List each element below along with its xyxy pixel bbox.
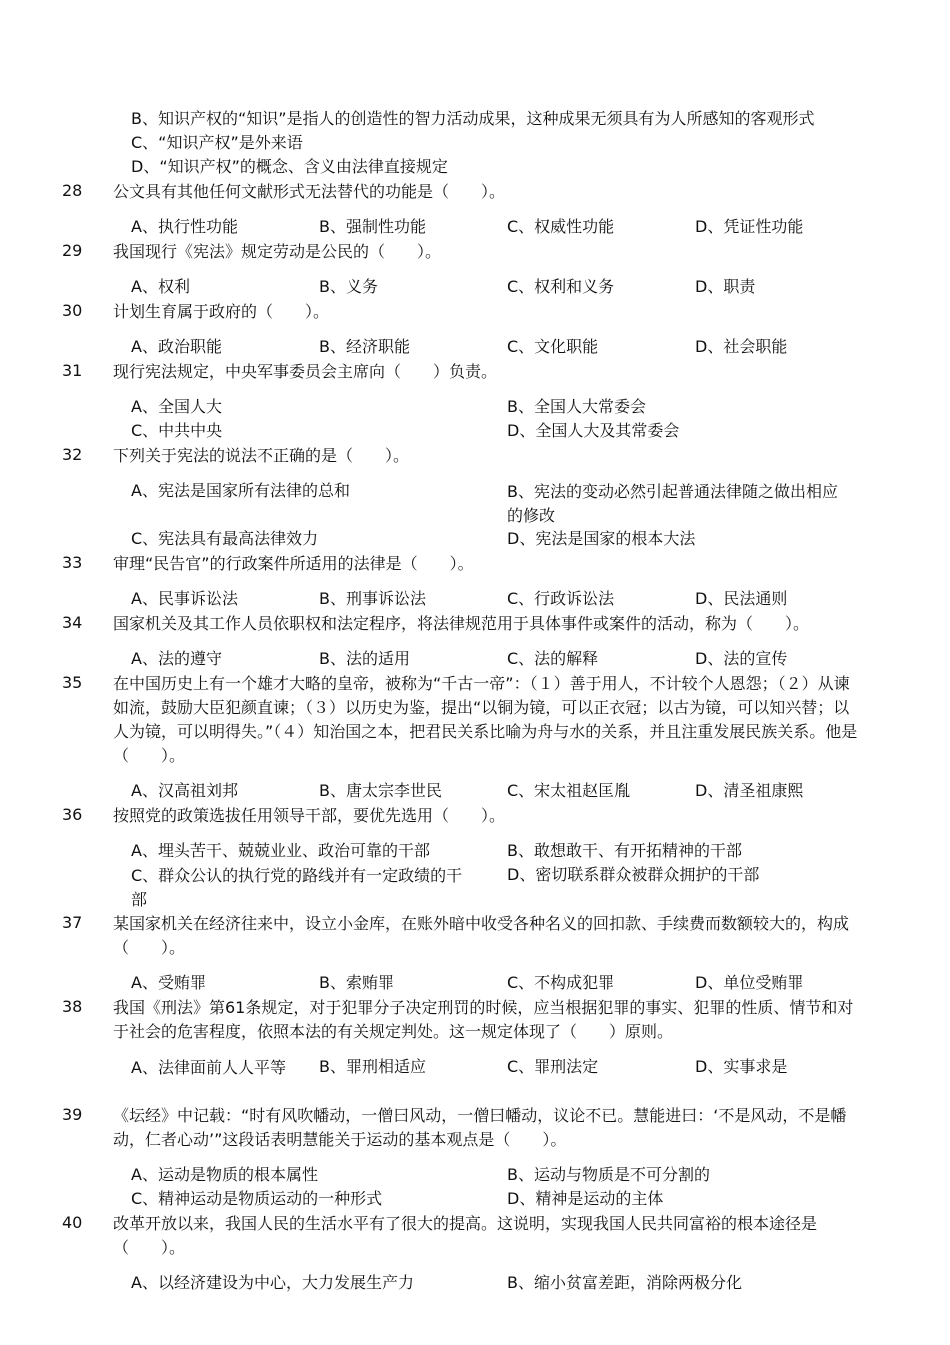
option-d[interactable]: D、密切联系群众被群众拥护的干部 [507, 865, 760, 884]
question-number: 28 [62, 181, 83, 200]
question-text: 我国现行《宪法》规定劳动是公民的（ ）。 [113, 242, 442, 261]
option-b[interactable]: B、强制性功能 [319, 217, 426, 236]
question-number: 35 [62, 673, 83, 692]
question-text: 按照党的政策选拔任用领导干部，要优先选用（ ）。 [113, 806, 506, 825]
option-c[interactable]: C、行政诉讼法 [507, 589, 615, 608]
question-number: 39 [62, 1105, 83, 1124]
question-text: 公文具有其他任何文献形式无法替代的功能是（ ）。 [113, 182, 506, 201]
option-b[interactable]: B、索贿罪 [319, 973, 394, 992]
option-d[interactable]: D、宪法是国家的根本大法 [507, 529, 696, 548]
option-a[interactable]: A、权利 [131, 277, 190, 296]
option-c[interactable]: C、法的解释 [507, 649, 599, 668]
carryover-option-d: D、“知识产权”的概念、含义由法律直接规定 [131, 157, 448, 176]
option-c[interactable]: C、宪法具有最高法律效力 [131, 529, 319, 548]
question-number: 37 [62, 913, 83, 932]
option-b[interactable]: B、全国人大常委会 [507, 397, 646, 416]
option-b[interactable]: B、经济职能 [319, 337, 410, 356]
option-a[interactable]: A、法的遵守 [131, 649, 222, 668]
question-number: 31 [62, 361, 83, 380]
option-a[interactable]: A、以经济建设为中心，大力发展生产力 [131, 1273, 414, 1292]
option-c[interactable]: C、权威性功能 [507, 217, 615, 236]
option-a[interactable]: A、全国人大 [131, 397, 222, 416]
option-a[interactable]: A、政治职能 [131, 337, 222, 356]
option-c[interactable]: C、文化职能 [507, 337, 599, 356]
question-number: 29 [62, 241, 83, 260]
option-d[interactable]: D、凭证性功能 [695, 217, 804, 236]
option-d[interactable]: D、精神是运动的主体 [507, 1189, 664, 1208]
question-number: 38 [62, 997, 83, 1016]
question-text: 国家机关及其工作人员依职权和法定程序，将法律规范用于具体事件或案件的活动，称为（ ）。 [113, 614, 810, 633]
question-text: 改革开放以来，我国人民的生活水平有了很大的提高。这说明，实现我国人民共同富裕的根本途径是（ ）。 [113, 1214, 818, 1257]
question-number: 40 [62, 1213, 83, 1232]
option-b[interactable]: B、义务 [319, 277, 378, 296]
option-a[interactable]: A、受贿罪 [131, 973, 206, 992]
option-a[interactable]: A、民事诉讼法 [131, 589, 238, 608]
question-number: 34 [62, 613, 83, 632]
question-number: 30 [62, 301, 83, 320]
option-d[interactable]: D、全国人大及其常委会 [507, 421, 680, 440]
option-c[interactable]: C、权利和义务 [507, 277, 615, 296]
option-b[interactable]: B、法的适用 [319, 649, 410, 668]
carryover-option-b: B、知识产权的“知识”是指人的创造性的智力活动成果，这种成果无须具有为人所感知的客观形式 [131, 109, 815, 128]
question-number: 33 [62, 553, 83, 572]
option-d[interactable]: D、职责 [695, 277, 756, 296]
option-b[interactable]: B、宪法的变动必然引起普通法律随之做出相应的修改 [507, 482, 838, 525]
option-b[interactable]: B、刑事诉讼法 [319, 589, 426, 608]
option-b[interactable]: B、罪刑相适应 [319, 1057, 426, 1076]
question-number: 32 [62, 445, 83, 464]
option-c[interactable]: C、罪刑法定 [507, 1057, 599, 1076]
option-d[interactable]: D、单位受贿罪 [695, 973, 804, 992]
option-b[interactable]: B、缩小贫富差距，消除两极分化 [507, 1273, 742, 1292]
option-a[interactable]: A、运动是物质的根本属性 [131, 1165, 318, 1184]
question-text: 现行宪法规定，中央军事委员会主席向（ ）负责。 [113, 362, 498, 381]
option-a[interactable]: A、汉高祖刘邦 [131, 781, 238, 800]
option-c[interactable]: C、中共中央 [131, 421, 223, 440]
question-text: 计划生育属于政府的（ ）。 [113, 302, 330, 321]
option-d[interactable]: D、清圣祖康熙 [695, 781, 804, 800]
question-number: 36 [62, 805, 83, 824]
question-text: 审理“民告官”的行政案件所适用的法律是（ ）。 [113, 554, 474, 573]
option-c[interactable]: C、群众公认的执行党的路线并有一定政绩的干部 [131, 866, 463, 909]
option-a[interactable]: A、宪法是国家所有法律的总和 [131, 481, 350, 500]
option-b[interactable]: B、唐太宗李世民 [319, 781, 442, 800]
option-b[interactable]: B、敢想敢干、有开拓精神的干部 [507, 841, 742, 860]
question-text: 某国家机关在经济往来中，设立小金库，在账外暗中收受各种名义的回扣款、手续费而数额较大的，构成（ ）。 [113, 914, 850, 957]
option-a[interactable]: A、法律面前人人平等 [131, 1058, 286, 1077]
option-b[interactable]: B、运动与物质是不可分割的 [507, 1165, 710, 1184]
option-d[interactable]: D、民法通则 [695, 589, 788, 608]
question-text: 我国《刑法》第61条规定，对于犯罪分子决定刑罚的时候，应当根据犯罪的事实、犯罪的性质、情节和对于社会的危害程度，依照本法的有关规定判处。这一规定体现了（ ）原则。 [113, 998, 854, 1041]
option-a[interactable]: A、埋头苦干、兢兢业业、政治可靠的干部 [131, 841, 430, 860]
option-c[interactable]: C、精神运动是物质运动的一种形式 [131, 1189, 383, 1208]
option-c[interactable]: C、宋太祖赵匡胤 [507, 781, 631, 800]
option-d[interactable]: D、法的宣传 [695, 649, 788, 668]
question-text: 在中国历史上有一个雄才大略的皇帝，被称为“千古一帝”：（１）善于用人，不计较个人恩怨；（２）从谏如流，鼓励大臣犯颜直谏；（３）以历史为鉴，提出“以铜为镜，可以正衣冠；以古为镜，可以知兴替；以人为镜，可以明得失。”（４）知治国之本，把君民关系比喻为舟与水的关系，并且注重发展民族关系。他是（ ）。 [113, 674, 858, 765]
option-a[interactable]: A、执行性功能 [131, 217, 238, 236]
question-text: 下列关于宪法的说法不正确的是（ ）。 [113, 446, 410, 465]
option-c[interactable]: C、不构成犯罪 [507, 973, 615, 992]
question-text: 《坛经》中记载：“时有风吹幡动，一僧曰风动，一僧曰幡动，议论不已。慧能进曰：‘不是风动，不是幡动，仁者心动’”这段话表明慧能关于运动的基本观点是（ ）。 [113, 1106, 847, 1149]
option-d[interactable]: D、社会职能 [695, 337, 788, 356]
carryover-option-c: C、“知识产权”是外来语 [131, 133, 303, 152]
option-d[interactable]: D、实事求是 [695, 1057, 788, 1076]
